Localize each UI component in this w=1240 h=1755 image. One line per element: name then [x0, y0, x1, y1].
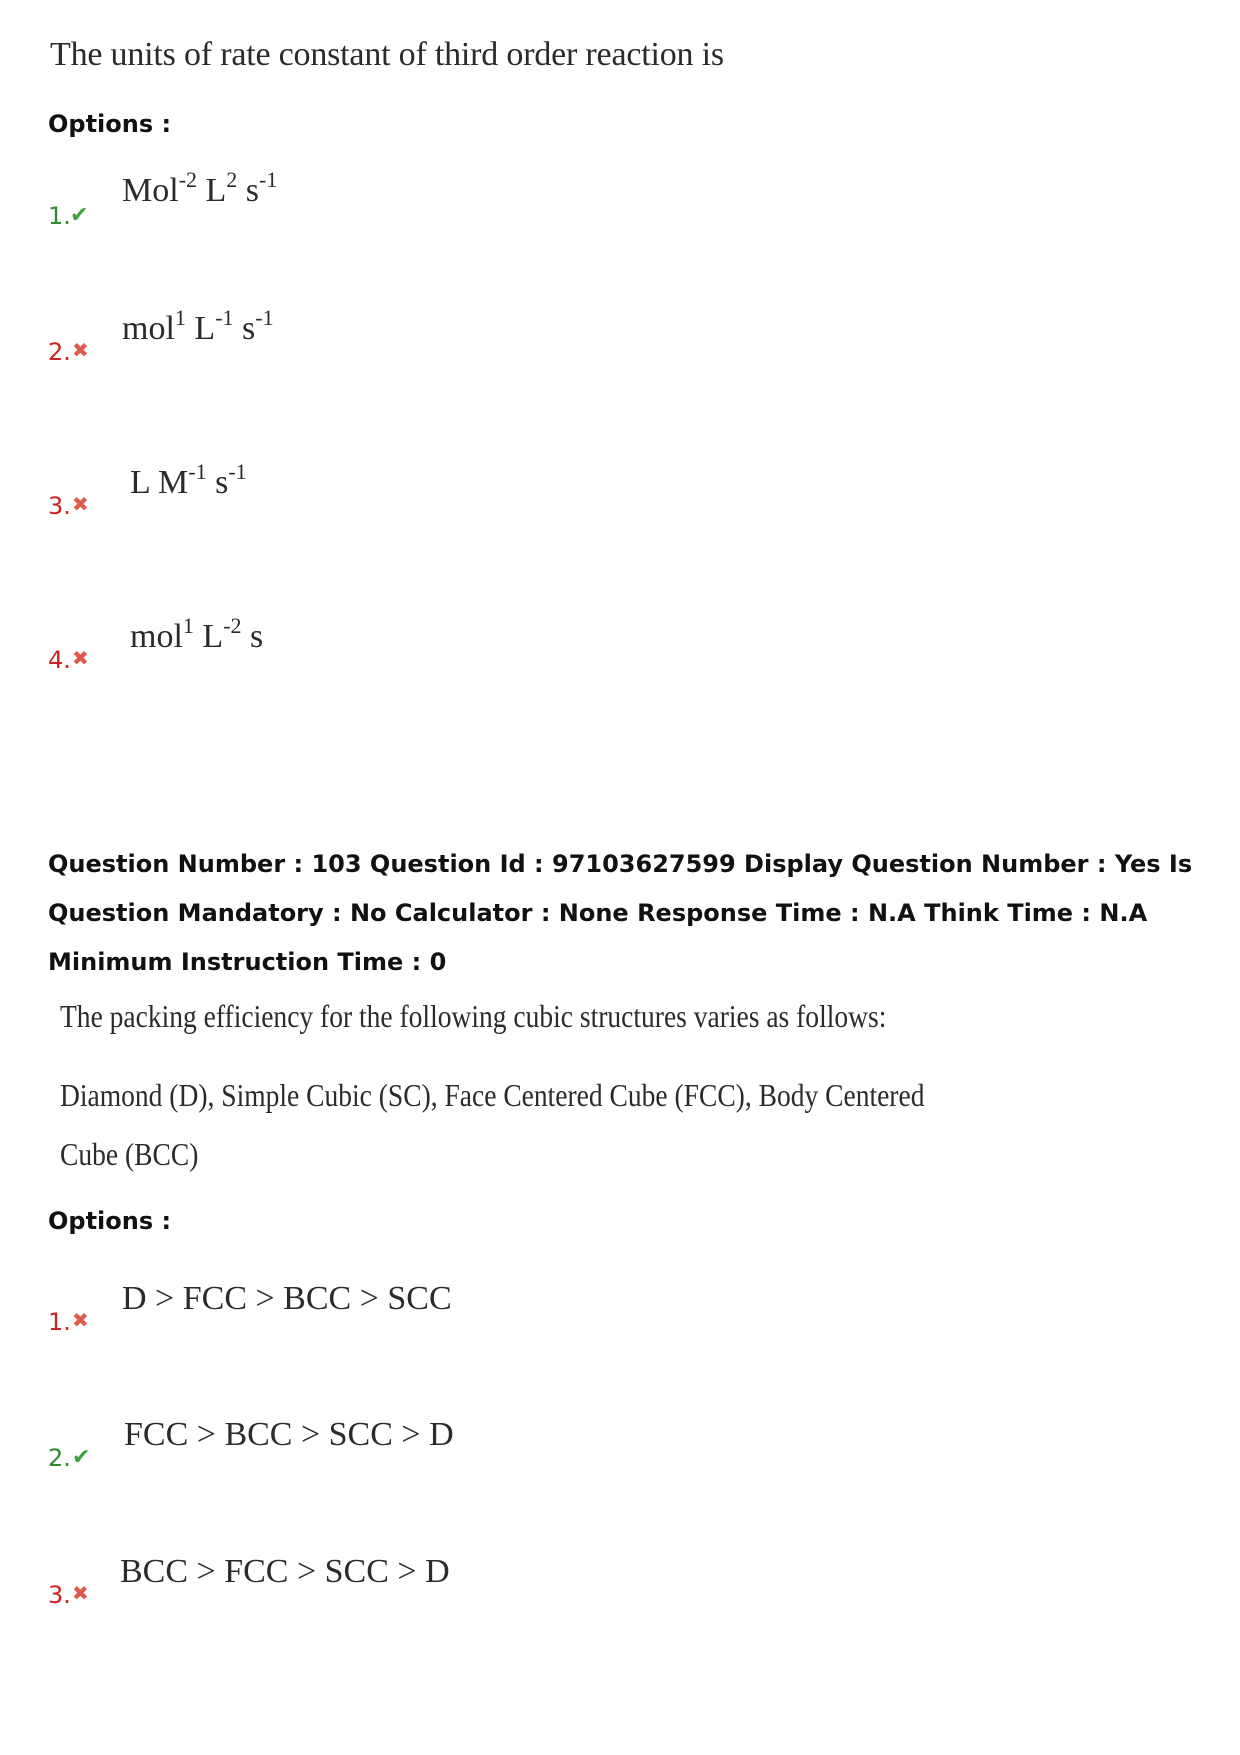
question-2-text-line-2: Diamond (D), Simple Cubic (SC), Face Centered Cube (FCC), Body Centered — [60, 1077, 925, 1113]
check-icon: ✔ — [70, 202, 89, 227]
q1-option-1[interactable] — [48, 167, 748, 240]
question-1-text: The units of rate constant of third order reaction is — [50, 36, 724, 73]
q2-option-2[interactable] — [48, 1416, 748, 1498]
q2-option-3[interactable] — [48, 1553, 748, 1635]
cross-icon: ✖ — [72, 1583, 89, 1605]
option-expression: D > FCC > BCC > SCC — [122, 1280, 452, 1317]
options-label-q2: Options : — [48, 1207, 172, 1235]
q2-option-1[interactable] — [48, 1280, 748, 1360]
question-2-text-line-1: The packing efficiency for the following cubic structures varies as follows: — [60, 998, 887, 1034]
check-icon: ✔ — [72, 1444, 91, 1469]
q1-option-4[interactable] — [48, 613, 748, 698]
option-number: 2. — [48, 1444, 71, 1472]
question-2-text-line-3: Cube (BCC) — [60, 1136, 199, 1172]
cross-icon: ✖ — [72, 340, 89, 362]
option-expression: BCC > FCC > SCC > D — [120, 1553, 450, 1590]
option-number: 2. — [48, 338, 71, 366]
cross-icon: ✖ — [72, 494, 89, 516]
option-expression: mol$^1$ $L^{-1}$ $s^{-1}$ — [122, 305, 274, 347]
options-label-q1: Options : — [48, 110, 172, 138]
option-number: 3. — [48, 492, 71, 520]
option-expression: mol$^1$ $L^{-2}$ s — [130, 613, 264, 655]
question-2-metadata: Question Number : 103 Question Id : 97103627599 Display Question Number : Yes Is Question Mandatory : No Calculator : None Response Time : N.A Think Time : N.A Minimum Instruction Time : 0 — [48, 850, 1193, 976]
q1-option-2[interactable] — [48, 305, 748, 390]
option-expression: L $M^{-1}$ $s^{-1}$ — [130, 459, 247, 501]
cross-icon: ✖ — [72, 1310, 89, 1332]
q1-option-3[interactable] — [48, 459, 748, 544]
option-number: 1. — [48, 202, 71, 230]
option-expression: Mol$^{-2}$ $L^2$ $s^{-1}$ — [122, 167, 278, 209]
option-number: 3. — [48, 1581, 71, 1609]
cross-icon: ✖ — [72, 648, 89, 670]
option-number: 4. — [48, 646, 71, 674]
option-number: 1. — [48, 1308, 71, 1336]
option-expression: FCC > BCC > SCC > D — [124, 1416, 454, 1453]
